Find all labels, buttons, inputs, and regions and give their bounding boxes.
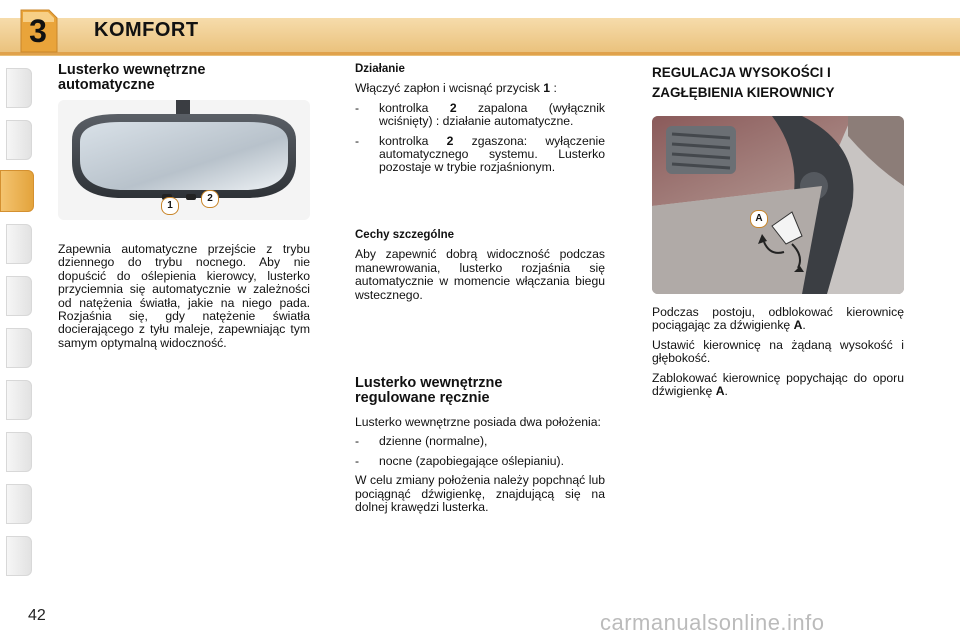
chapter-tab-1[interactable] <box>6 68 32 108</box>
left-body <box>58 243 310 356</box>
header-rule <box>0 52 960 55</box>
mirror-photo <box>58 100 310 220</box>
rear-view-mirror-image <box>58 100 310 220</box>
right-column <box>652 63 904 103</box>
list-item: - kontrolka 2 zapalona (wyłącznik wciśnięty) : działanie automatyczne. <box>355 100 605 129</box>
cechy-body: Aby zapewnić dobrą widoczność podczas manewrowania, lusterko rozjaśnia się automatycznie w momencie włączania biegu wstecznego. <box>355 247 605 302</box>
manual-outro: W celu zmiany położenia należy popchnąć lub pociągnąć dźwigienkę, znajdującą się na dolnej krawędzi lusterka. <box>355 473 605 515</box>
chapter-tab-8[interactable] <box>6 432 32 472</box>
section-title-steering: REGULACJA WYSOKOŚCI I ZAGŁĘBIENIA KIEROWNICY <box>652 65 835 100</box>
chapter-tab-7[interactable] <box>6 380 32 420</box>
page-number: 42 <box>28 607 46 624</box>
chapter-tab-5[interactable] <box>6 276 32 316</box>
watermark: carmanualsonline.info <box>600 610 825 635</box>
manual-mirror-section <box>355 376 605 520</box>
chapter-tab-2[interactable] <box>6 120 32 160</box>
steering-p2: Ustawić kierownicę na żądaną wysokość i głębokość. <box>652 337 904 366</box>
list-item: - dzienne (normalne), <box>355 434 488 449</box>
page-title: KOMFORT <box>94 19 199 41</box>
callout-1: 1 <box>161 197 179 215</box>
steering-photo <box>652 116 904 294</box>
left-column <box>58 63 310 93</box>
steering-p1: Podczas postoju, odblokować kierownicę pociągając za dźwigienkę A. <box>652 305 904 333</box>
chapter-tab-3-active[interactable] <box>0 170 34 212</box>
heading-cechy: Cechy szczególne <box>355 229 455 241</box>
heading-dzialanie: Działanie <box>355 63 405 75</box>
list-item: - kontrolka 2 zgaszona: wyłączenie automatycznego systemu. Lusterko pozostaje w trybie rozjaśnionym. <box>355 133 605 175</box>
chapter-number: 3 <box>29 13 47 49</box>
chapter-tab-10[interactable] <box>6 536 32 576</box>
chapter-tab-9[interactable] <box>6 484 32 524</box>
chapter-tab-6[interactable] <box>6 328 32 368</box>
callout-a: A <box>750 210 768 228</box>
section-title-auto-mirror: Lusterko wewnętrzne automatyczne <box>58 62 206 93</box>
auto-mirror-description: Zapewnia automatyczne przejście z trybu dziennego do trybu nocnego. Aby nie dopuścić do oślepienia kierowcy, lusterko przyciemnia się automatycznie w zależności od natężenia światła, jakie na niego pada. Rozjaśnia się, gdy natężenie światła docierającego z tyłu maleje, zapewniając tym samym optymalną widoczność. <box>58 242 310 350</box>
cechy-section <box>355 229 605 308</box>
middle-column <box>355 63 605 181</box>
section-title-manual-mirror: Lusterko wewnętrzne regulowane ręcznie <box>355 375 503 406</box>
callout-2: 2 <box>201 190 219 208</box>
chapter-tabs <box>0 60 36 580</box>
chapter-tab-4[interactable] <box>6 224 32 264</box>
steering-p3: Zablokować kierownicę popychając do oporu dźwigienkę A. <box>652 370 904 399</box>
dzialanie-intro: Włączyć zapłon i wcisnąć przycisk 1 : <box>355 81 557 96</box>
manual-intro: Lusterko wewnętrzne posiada dwa położenia: <box>355 415 601 429</box>
steering-body <box>652 306 904 404</box>
list-item: - nocne (zapobiegające oślepianiu). <box>355 453 564 468</box>
steering-column-image <box>652 116 904 294</box>
